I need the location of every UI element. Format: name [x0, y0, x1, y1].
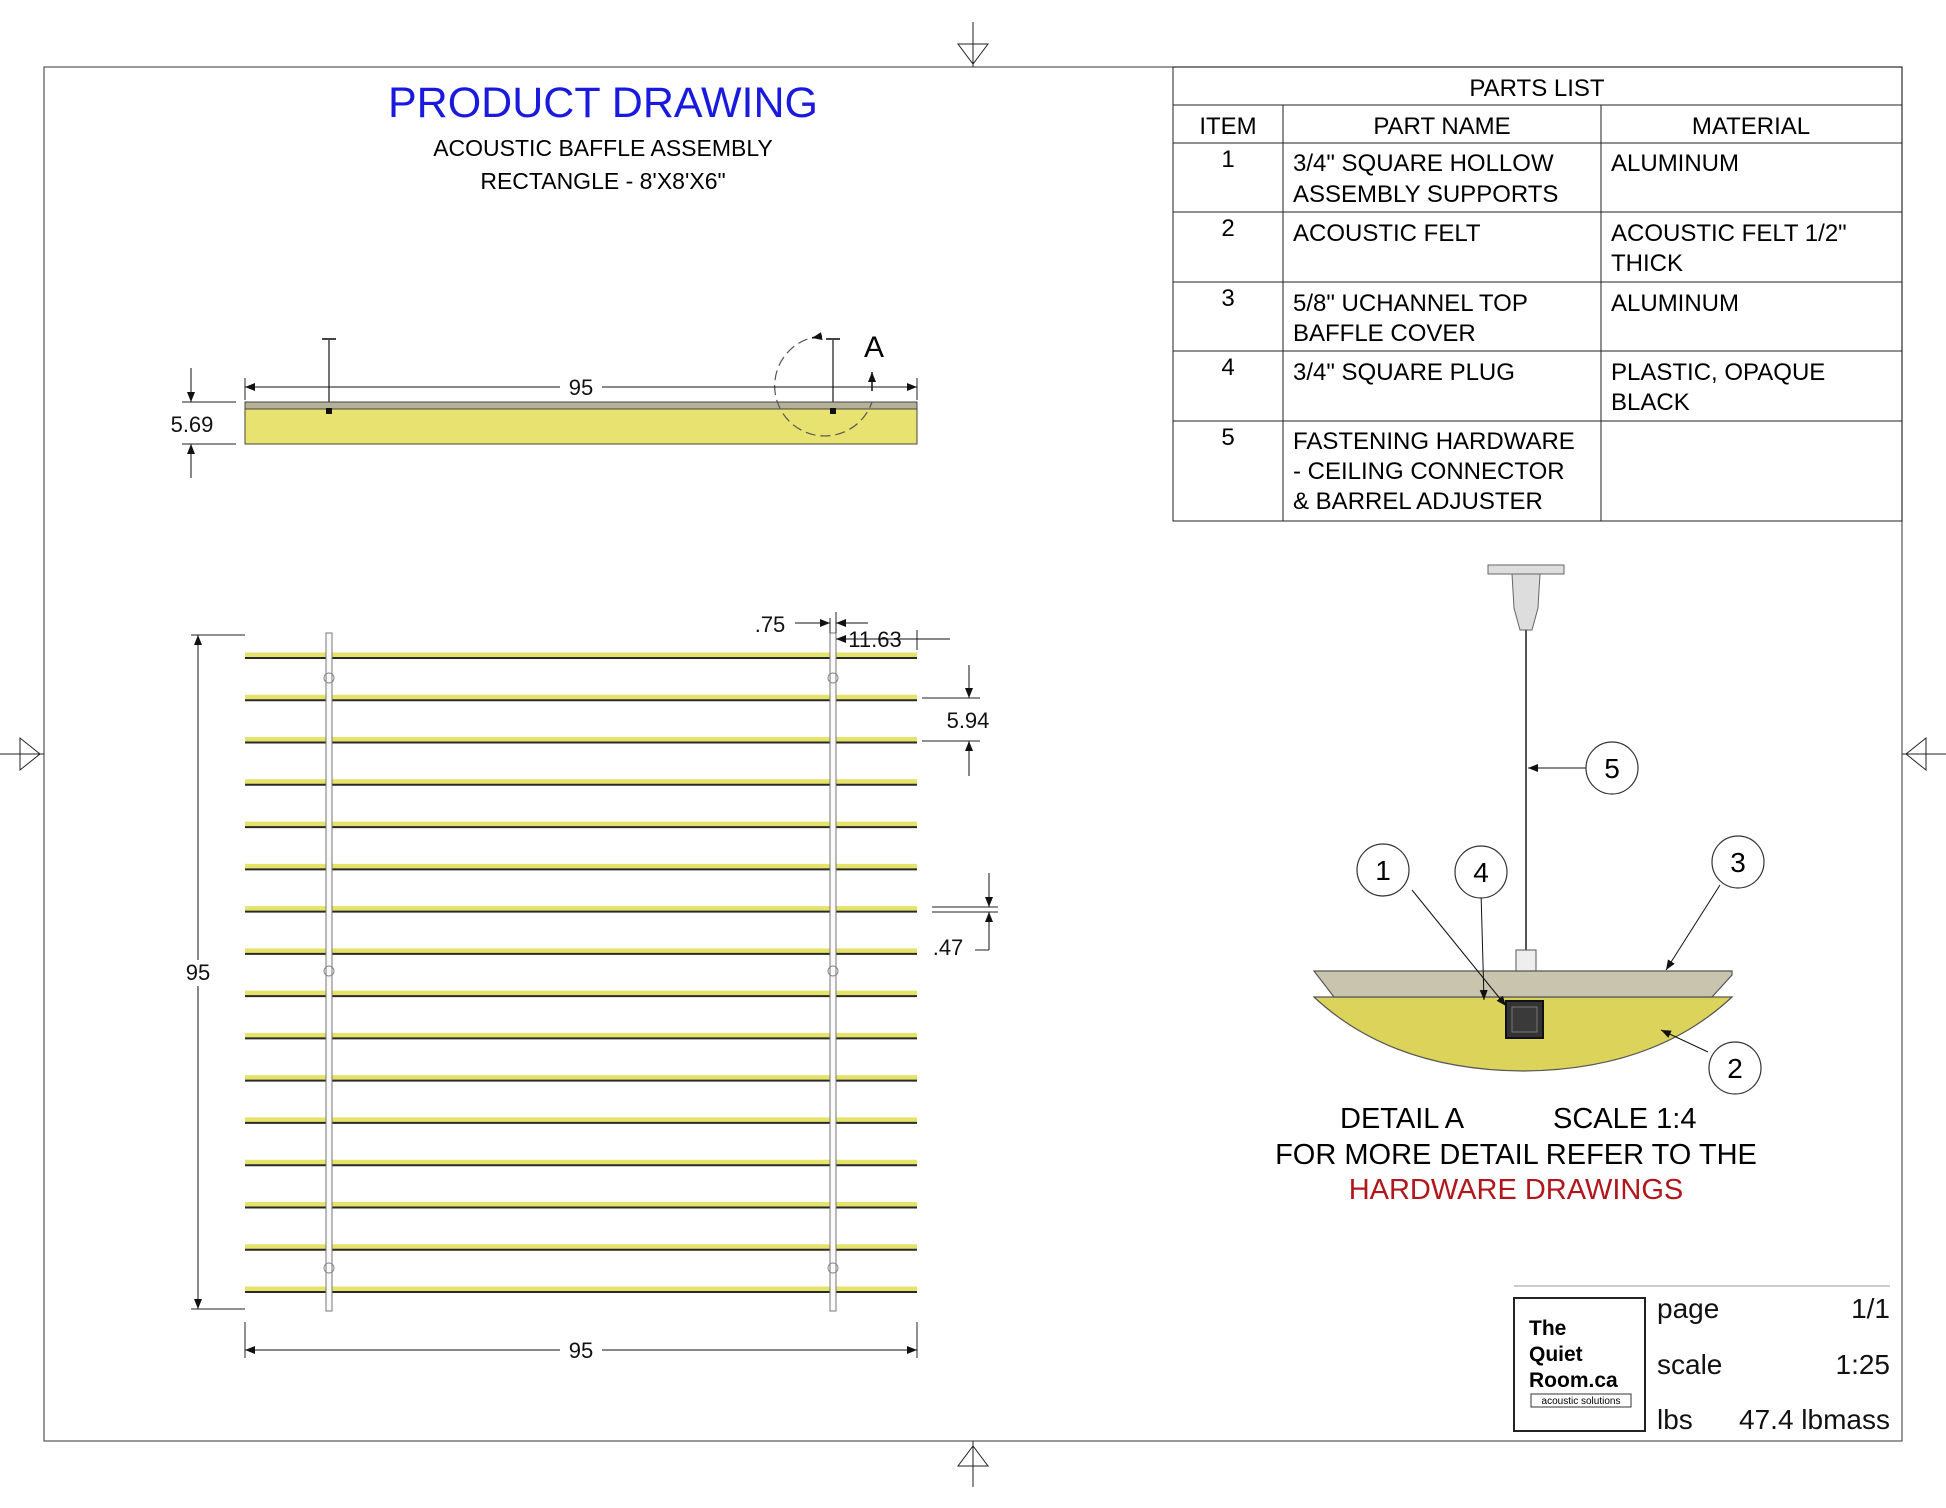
center-mark-bottom	[958, 1441, 988, 1487]
hardware-drawings-link[interactable]: HARDWARE DRAWINGS	[1348, 1174, 1684, 1206]
part-name-line: 3/4" SQUARE HOLLOW	[1293, 150, 1554, 177]
page-subtitle: ACOUSTIC BAFFLE ASSEMBLY	[433, 135, 773, 161]
weight-value: 47.4 lbmass	[1739, 1404, 1890, 1435]
logo-tagline: acoustic solutions	[1541, 1396, 1621, 1407]
detail-scale: SCALE 1:4	[1553, 1103, 1697, 1135]
part-name-line: BAFFLE COVER	[1293, 320, 1476, 347]
logo-text-line: Room.ca	[1529, 1369, 1618, 1392]
center-mark-left	[0, 738, 44, 770]
plug-marker	[830, 408, 836, 414]
slat	[245, 909, 917, 912]
dim-side-height: 5.69	[170, 412, 214, 437]
detail-refer-text: FOR MORE DETAIL REFER TO THE	[1275, 1139, 1757, 1171]
support-bar	[830, 633, 836, 1311]
top-cover-section	[1314, 971, 1732, 997]
material-line: PLASTIC, OPAQUE	[1611, 359, 1826, 386]
dim-slat-thickness: .47	[932, 935, 964, 960]
slat	[245, 740, 917, 743]
item-number: 5	[1221, 424, 1235, 451]
material-line: ACOUSTIC FELT 1/2"	[1611, 220, 1847, 247]
plug-marker	[326, 408, 332, 414]
parts-list-title: PARTS LIST	[1469, 75, 1605, 102]
top-cover-profile	[245, 402, 917, 409]
slat-group	[245, 655, 917, 1292]
slat	[245, 993, 917, 996]
part-name-line: ASSEMBLY SUPPORTS	[1293, 181, 1559, 208]
svg-text:5: 5	[1604, 753, 1620, 784]
balloon-5	[1586, 742, 1638, 794]
logo-text-line: The	[1529, 1317, 1567, 1340]
part-name-line: 3/4" SQUARE PLUG	[1293, 359, 1515, 386]
item-number: 3	[1221, 285, 1235, 312]
dim-support-offset: 11.63	[848, 627, 902, 652]
dim-slat-spacing: 5.94	[946, 708, 990, 733]
center-mark-right	[1902, 738, 1946, 770]
dim-plan-width: 95	[568, 1338, 594, 1363]
part-name-line: - CEILING CONNECTOR	[1293, 458, 1565, 485]
svg-text:1: 1	[1375, 855, 1391, 886]
parts-row-5	[1221, 424, 1574, 515]
balloon-3	[1712, 836, 1764, 888]
item-number: 2	[1221, 215, 1235, 242]
slat	[245, 1162, 917, 1165]
detail-marker-a: A	[864, 331, 885, 364]
slat	[245, 1035, 917, 1038]
page-label: page	[1657, 1293, 1720, 1324]
slat	[245, 951, 917, 954]
slat	[245, 1247, 917, 1250]
fastener-markers	[324, 673, 838, 1273]
material-line: ALUMINUM	[1611, 290, 1740, 317]
balloon-2	[1709, 1042, 1761, 1094]
ceiling-connector	[1512, 574, 1540, 630]
section-arrow	[812, 336, 822, 338]
slat	[245, 866, 917, 869]
page-title: PRODUCT DRAWING	[388, 79, 818, 127]
side-view	[171, 331, 917, 478]
part-name-line: 5/8" UCHANNEL TOP	[1293, 290, 1528, 317]
slat	[245, 824, 917, 827]
slat	[245, 655, 917, 658]
dim-plan-depth: 95	[185, 960, 211, 985]
material-line: BLACK	[1611, 389, 1690, 416]
plan-view	[186, 612, 998, 1363]
svg-text:3: 3	[1730, 847, 1746, 878]
balloon-4	[1455, 846, 1507, 898]
detail-label: DETAIL A	[1340, 1103, 1465, 1135]
column-header-item: ITEM	[1199, 113, 1257, 140]
material-line: THICK	[1611, 250, 1683, 277]
item-number: 1	[1221, 146, 1235, 173]
dim-support-width: .75	[754, 612, 786, 637]
part-name-line: FASTENING HARDWARE	[1293, 428, 1575, 455]
item-number: 4	[1221, 354, 1235, 381]
parts-row-4	[1221, 354, 1825, 416]
ceiling-plate	[1488, 565, 1564, 574]
felt-profile	[245, 409, 917, 444]
page-value: 1/1	[1851, 1293, 1890, 1324]
leader-line	[1666, 885, 1720, 970]
parts-list-table	[1173, 67, 1902, 521]
part-name-line: ACOUSTIC FELT	[1293, 220, 1481, 247]
svg-text:4: 4	[1473, 857, 1489, 888]
part-name-line: & BARREL ADJUSTER	[1293, 488, 1543, 515]
center-mark-top	[958, 22, 988, 67]
page-size-label: RECTANGLE - 8'X8'X6"	[480, 168, 726, 194]
dim-side-length: 95	[568, 375, 594, 400]
scale-label: scale	[1657, 1349, 1723, 1380]
slat	[245, 1204, 917, 1207]
title-block	[1514, 1286, 1890, 1435]
slat	[245, 1120, 917, 1123]
plug-section	[1512, 1007, 1537, 1032]
parts-row-3	[1221, 285, 1739, 347]
balloon-1	[1357, 844, 1409, 896]
slat	[245, 697, 917, 700]
parts-row-2	[1221, 215, 1846, 277]
parts-row-1	[1221, 146, 1739, 208]
scale-value: 1:25	[1835, 1349, 1890, 1380]
detail-a-view	[1275, 565, 1764, 1206]
slat	[245, 1289, 917, 1292]
weight-label: lbs	[1657, 1404, 1693, 1435]
logo-text-line: Quiet	[1529, 1343, 1583, 1366]
svg-text:2: 2	[1727, 1053, 1743, 1084]
support-bar	[326, 633, 332, 1311]
slat	[245, 1078, 917, 1081]
column-header-part-name: PART NAME	[1373, 113, 1511, 140]
slat	[245, 782, 917, 785]
material-line: ALUMINUM	[1611, 150, 1740, 177]
barrel-adjuster	[1516, 950, 1536, 972]
column-header-material: MATERIAL	[1691, 113, 1811, 140]
